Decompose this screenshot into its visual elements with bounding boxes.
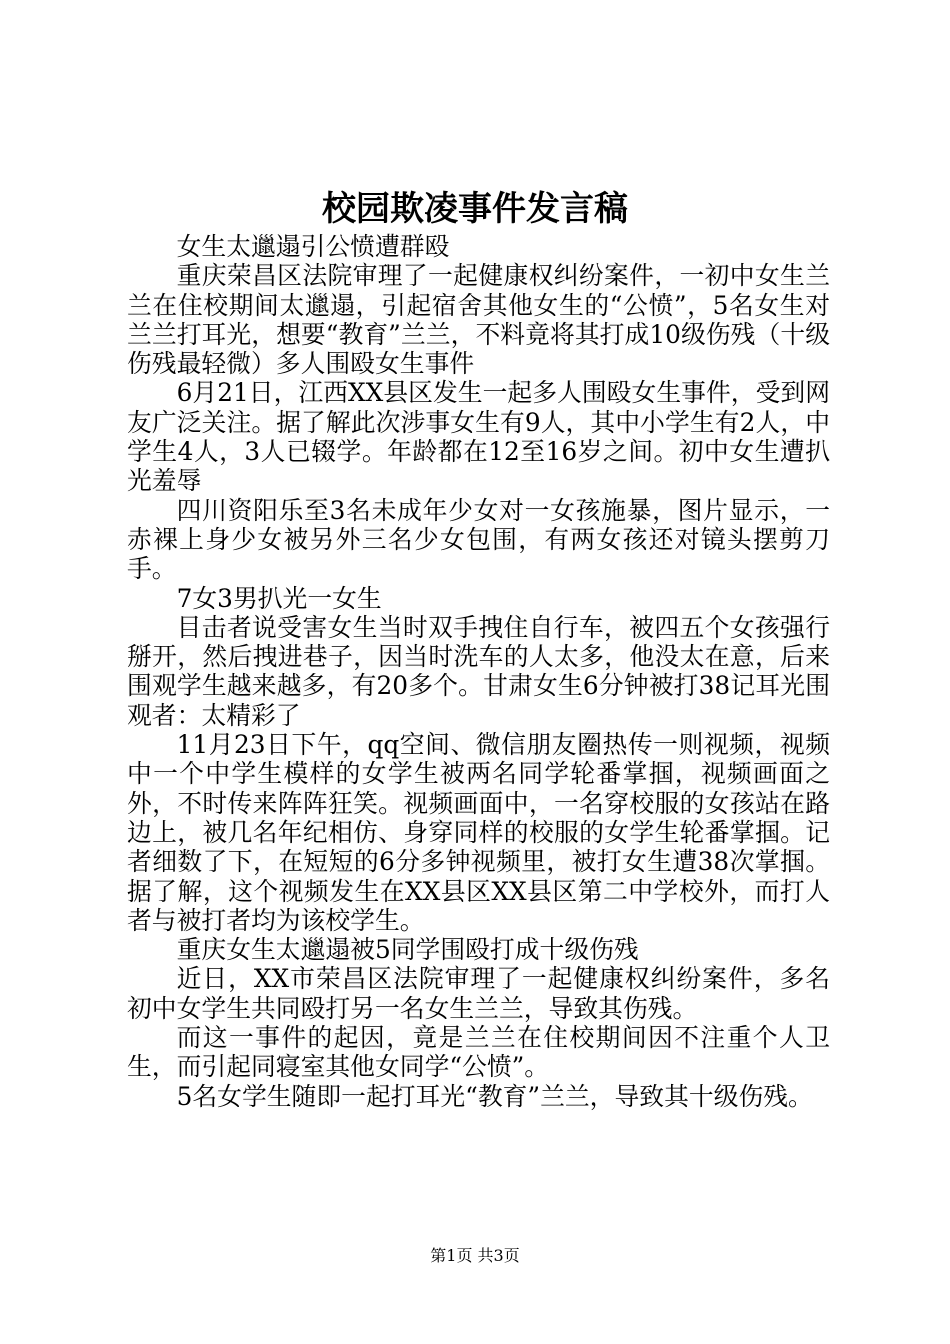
paragraph: 7女3男扒光一女生 [176, 583, 382, 613]
paragraph: 重庆女生太邋遢被5同学围殴打成十级伤残 [176, 935, 639, 965]
document-body [127, 232, 830, 1111]
paragraph: 近日，XX市荣昌区法院审理了一起健康权纠纷案件，多名初中女学生共同殴打另一名女生兰兰，导致其伤残。 [127, 964, 830, 1023]
document-title: 校园欺凌事件发言稿 [322, 189, 628, 229]
paragraph: 而这一事件的起因，竟是兰兰在住校期间因不注重个人卫生，而引起同寝室其他女同学“公愤”。 [127, 1023, 830, 1082]
paragraph: 11月23日下午，qq空间、微信朋友圈热传一则视频，视频中一个中学生模样的女学生被两名同学轮番掌掴，视频画面之外，不时传来阵阵狂笑。视频画面中，一名穿校服的女孩站在路边上，被几名年纪相仿、身穿同样的校服的女学生轮番掌掴。记者细数了下，在短短的6分多钟视频里，被打女生遭38次掌掴。据了解，这个视频发生在XX县区XX县区第二中学校外，而打人者与被打者均为该校学生。 [127, 730, 830, 935]
paragraph: 5名女学生随即一起打耳光“教育”兰兰，导致其十级伤残。 [176, 1081, 813, 1111]
paragraph: 女生太邋遢引公愤遭群殴 [176, 232, 450, 261]
paragraph: 重庆荣昌区法院审理了一起健康权纠纷案件，一初中女生兰兰在住校期间太邋遢，引起宿舍其他女生的“公愤”，5名女生对兰兰打耳光，想要“教育”兰兰，不料竟将其打成10级伤残（十级伤残最轻微）多人围殴女生事件 [127, 261, 830, 379]
paragraph: 四川资阳乐至3名未成年少女对一女孩施暴，图片显示，一赤裸上身少女被另外三名少女包围，有两女孩还对镜头摆剪刀手。 [127, 495, 830, 584]
paragraph: 目击者说受害女生当时双手拽住自行车，被四五个女孩强行掰开，然后拽进巷子，因当时洗车的人太多，他没太在意，后来围观学生越来越多，有20多个。甘肃女生6分钟被打38记耳光围观者：太精彩了 [127, 612, 830, 730]
paragraph: 6月21日，江西XX县区发生一起多人围殴女生事件，受到网友广泛关注。据了解此次涉事女生有9人，其中小学生有2人，中学生4人，3人已辍学。年龄都在12至16岁之间。初中女生遭扒光羞辱 [127, 378, 830, 496]
page-footer: 第1页 共3页 [430, 1246, 520, 1265]
